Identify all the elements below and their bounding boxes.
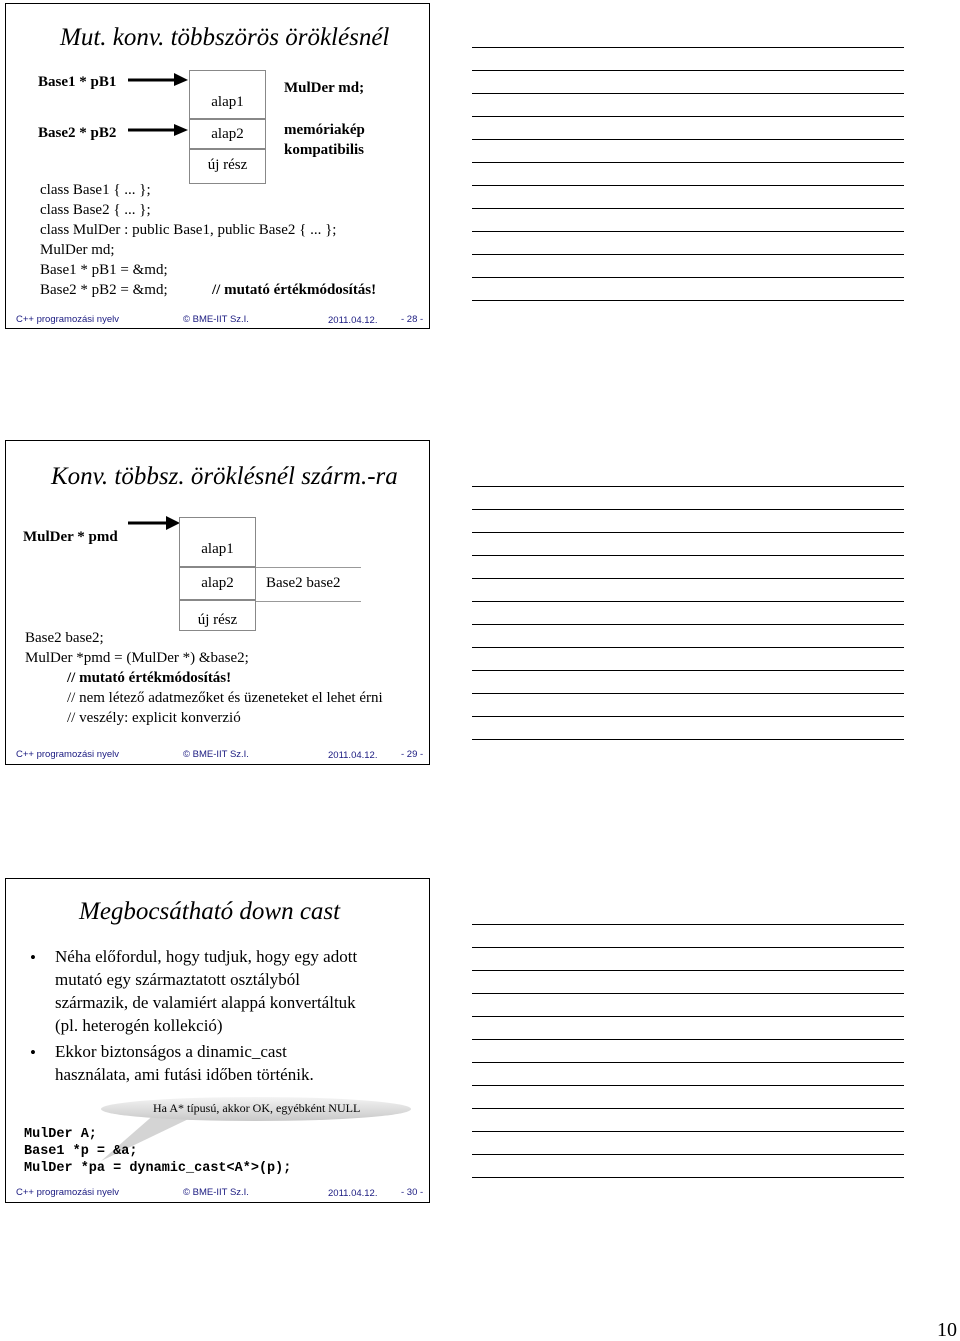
code-comment: // veszély: explicit konverzió: [67, 710, 241, 726]
note-line: [472, 1108, 904, 1109]
slide-28: [5, 3, 430, 329]
note-line: [472, 509, 904, 510]
note-line: [472, 1062, 904, 1063]
code-line: MulDer A;: [24, 1127, 97, 1142]
bullet-line: Néha előfordul, hogy tudjuk, hogy egy adott: [55, 947, 358, 966]
code-comment: // mutató értékmódosítás!: [67, 670, 232, 686]
slide-29: [5, 440, 430, 765]
note-line: [472, 486, 904, 487]
note-line: [472, 47, 904, 48]
memory-cell: alap1: [189, 70, 266, 119]
note-line: [472, 185, 904, 186]
code-comment: // nem létező adatmezőket és üzeneteket el lehet érni: [67, 690, 383, 706]
note-line: [472, 693, 904, 694]
note-line: [472, 624, 904, 625]
note-line: [472, 1039, 904, 1040]
note-line: [472, 716, 904, 717]
note-line: [472, 970, 904, 971]
note-line: [472, 277, 904, 278]
code-line: MulDer md;: [40, 242, 115, 258]
footer-copyright: © BME-IIT Sz.I.: [183, 314, 249, 325]
bullet-line: Ekkor biztonságos a dinamic_cast: [55, 1042, 287, 1061]
object-label: Base2 base2: [266, 575, 341, 591]
code-line: MulDer *pa = dynamic_cast<A*>(p);: [24, 1161, 292, 1176]
footer-page: - 30 -: [401, 1187, 424, 1198]
arrow-icon: [128, 124, 188, 138]
note-line: [472, 300, 904, 301]
note-line: [472, 116, 904, 117]
note-line: [472, 532, 904, 533]
note-line: [472, 1177, 904, 1178]
bullet-line: használata, ami futási időben történik.: [55, 1065, 314, 1084]
list-item: [55, 945, 425, 1037]
code-line: Base2 base2;: [25, 630, 104, 646]
slide-title: Konv. többsz. öröklésnél szárm.-ra: [51, 463, 398, 490]
footer-course: C++ programozási nyelv: [16, 749, 119, 760]
bullet-line: származik, de valamiért alappá konvertáltuk: [55, 993, 356, 1012]
note-line: [472, 1154, 904, 1155]
note-line: [472, 924, 904, 925]
slide-title: Mut. konv. többszörös öröklésnél: [60, 24, 390, 51]
memory-cell: új rész: [189, 149, 266, 184]
slide-title: Megbocsátható down cast: [79, 898, 341, 925]
note-line: [472, 993, 904, 994]
code-line: class Base2 { ... };: [40, 202, 151, 218]
footer-course: C++ programozási nyelv: [16, 314, 119, 325]
bullet-marker: •: [30, 1043, 36, 1062]
pointer-label: Base2 * pB2: [38, 125, 117, 141]
code-line: MulDer *pmd = (MulDer *) &base2;: [25, 650, 249, 666]
code-line: Base2 * pB2 = &md;: [40, 282, 168, 298]
note-line: [472, 93, 904, 94]
note-line: [472, 208, 904, 209]
page-number: 10: [937, 1319, 957, 1341]
note-line: [472, 739, 904, 740]
memory-cell: alap2: [179, 567, 256, 600]
arrow-icon: [128, 516, 180, 530]
note-line: [472, 231, 904, 232]
code-line: Base1 *p = &a;: [24, 1144, 138, 1159]
footer-date: 2011.04.12.: [328, 1188, 378, 1199]
code-comment: // mutató értékmódosítás!: [212, 282, 377, 298]
bullet-line: (pl. heterogén kollekció): [55, 1016, 223, 1035]
object-label: MulDer md;: [284, 80, 365, 96]
pointer-label: Base1 * pB1: [38, 74, 117, 90]
footer-copyright: © BME-IIT Sz.I.: [183, 1187, 249, 1198]
note-line: [472, 670, 904, 671]
footer-page: - 29 -: [401, 749, 424, 760]
code-line: class Base1 { ... };: [40, 182, 151, 198]
pointer-label: MulDer * pmd: [23, 529, 118, 545]
note-line: [472, 1016, 904, 1017]
code-line: class MulDer : public Base1, public Base2 { ... };: [40, 222, 337, 238]
compat-note: memóriakép: [284, 122, 365, 138]
slide-30: [5, 878, 430, 1203]
footer-copyright: © BME-IIT Sz.I.: [183, 749, 249, 760]
note-line: [472, 1085, 904, 1086]
compat-note: kompatibilis: [284, 142, 365, 158]
code-line: Base1 * pB1 = &md;: [40, 262, 168, 278]
note-line: [472, 555, 904, 556]
note-line: [472, 70, 904, 71]
memory-cell: alap1: [179, 517, 256, 567]
bullet-marker: •: [30, 948, 36, 967]
note-line: [472, 1131, 904, 1132]
note-line: [472, 162, 904, 163]
footer-date: 2011.04.12.: [328, 315, 378, 326]
memory-cell: alap2: [189, 119, 266, 149]
note-line: [472, 139, 904, 140]
callout-text: Ha A* típusú, akkor OK, egyébként NULL: [153, 1101, 361, 1115]
note-line: [472, 947, 904, 948]
note-line: [472, 601, 904, 602]
footer-date: 2011.04.12.: [328, 750, 378, 761]
memory-cell: új rész: [179, 600, 256, 631]
footer-course: C++ programozási nyelv: [16, 1187, 119, 1198]
note-line: [472, 578, 904, 579]
bullet-line: mutató egy származtatott osztályból: [55, 970, 301, 989]
footer-page: - 28 -: [401, 314, 424, 325]
list-item: [55, 1040, 425, 1086]
note-line: [472, 647, 904, 648]
arrow-icon: [128, 72, 188, 86]
note-line: [472, 254, 904, 255]
